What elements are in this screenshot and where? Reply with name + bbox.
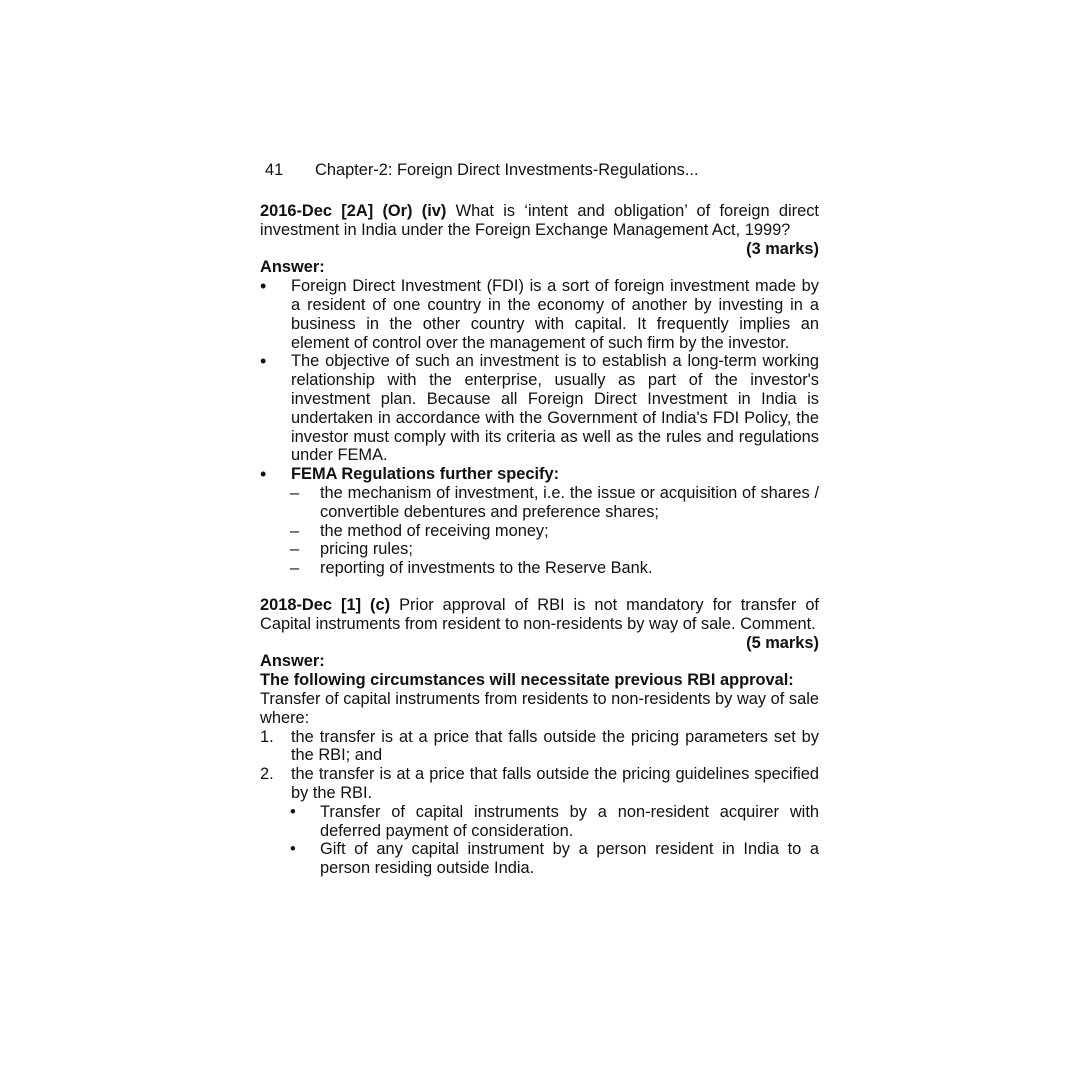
answer-1-bullet (260, 352, 819, 465)
sub-item-text: pricing rules; (320, 540, 413, 559)
dash-marker: – (290, 540, 300, 559)
sub-item-text: the method of receiving money; (320, 521, 549, 540)
numbered-item (260, 765, 819, 803)
question-2-text: Prior approval of RBI is not mandatory for transfer of Capital instruments from resident to non-residents by way of sale. Comment. (260, 595, 819, 633)
bullet-marker: • (260, 464, 267, 485)
bullet-marker: • (260, 276, 267, 297)
sub-bullet-text: Gift of any capital instrument by a person resident in India to a person residing outside India. (320, 840, 819, 878)
bullet-text: The objective of such an investment is to establish a long-term working relationship with the enterprise, usually as part of the investor's investment plan. Because all Foreign Direct Investment in India is undertaken in accordance with the Government of India's FDI Policy, the investor must comply with its criteria as well as the rules and regulations under FEMA. (291, 352, 819, 465)
question-2-marks: (5 marks) (746, 633, 819, 652)
dash-marker: – (290, 483, 300, 502)
question-1-tag: 2016-Dec [2A] (Or) (iv) (260, 202, 447, 220)
fema-sub-item (290, 559, 819, 578)
chapter-title: Chapter-2: Foreign Direct Investments-Regulations... (315, 161, 699, 179)
numbered-text: the transfer is at a price that falls outside the pricing guidelines specified by the RBI. (291, 765, 819, 802)
answer-2-heading: The following circumstances will necessitate previous RBI approval: (260, 671, 794, 690)
numbered-text: the transfer is at a price that falls outside the pricing parameters set by the RBI; and (291, 727, 819, 765)
book-page (260, 160, 819, 878)
sub-item-text: reporting of investments to the Reserve Bank. (320, 559, 653, 578)
bullet-text: Foreign Direct Investment (FDI) is a sort of foreign investment made by a resident of one country in the economy of another by investing in a business in the other country with capital. It frequently implies an element of control over the management of such firm by the investor. (291, 277, 819, 352)
answer-1-label: Answer: (260, 258, 325, 277)
running-header (260, 160, 819, 180)
question-2-tag: 2018-Dec [1] (c) (260, 595, 391, 614)
bullet-text: FEMA Regulations further specify: (291, 465, 560, 484)
dash-marker: – (290, 521, 300, 540)
question-2 (260, 596, 819, 634)
question-1-marks: (3 marks) (746, 239, 819, 258)
number-marker: 1. (260, 727, 274, 746)
answer-2-label: Answer: (260, 652, 325, 671)
number-marker: 2. (260, 765, 274, 784)
dash-marker: – (290, 559, 300, 578)
answer-1-bullet (260, 277, 819, 352)
page-number: 41 (265, 161, 284, 179)
answer-2-intro: Transfer of capital instruments from residents to non-residents by way of sale where: (260, 689, 819, 727)
bullet-marker: • (290, 802, 296, 821)
sub-bullet-item (290, 840, 819, 878)
fema-sub-item (290, 540, 819, 559)
numbered-item (260, 728, 819, 766)
sub-item-text: the mechanism of investment, i.e. the issue or acquisition of shares / convertible debentures and preference shares; (320, 483, 819, 521)
answer-1-bullet (260, 465, 819, 484)
sub-bullet-item (290, 803, 819, 841)
bullet-marker: • (290, 840, 296, 859)
bullet-marker: • (260, 351, 267, 372)
fema-sub-item (290, 484, 819, 522)
section-spacer (260, 578, 819, 596)
sub-bullet-text: Transfer of capital instruments by a non-resident acquirer with deferred payment of consideration. (320, 802, 819, 840)
question-1 (260, 202, 819, 240)
fema-sub-item (290, 522, 819, 541)
question-1-text: What is ‘intent and obligation’ of foreign direct investment in India under the Foreign Exchange Management Act, 1999? (260, 202, 819, 239)
